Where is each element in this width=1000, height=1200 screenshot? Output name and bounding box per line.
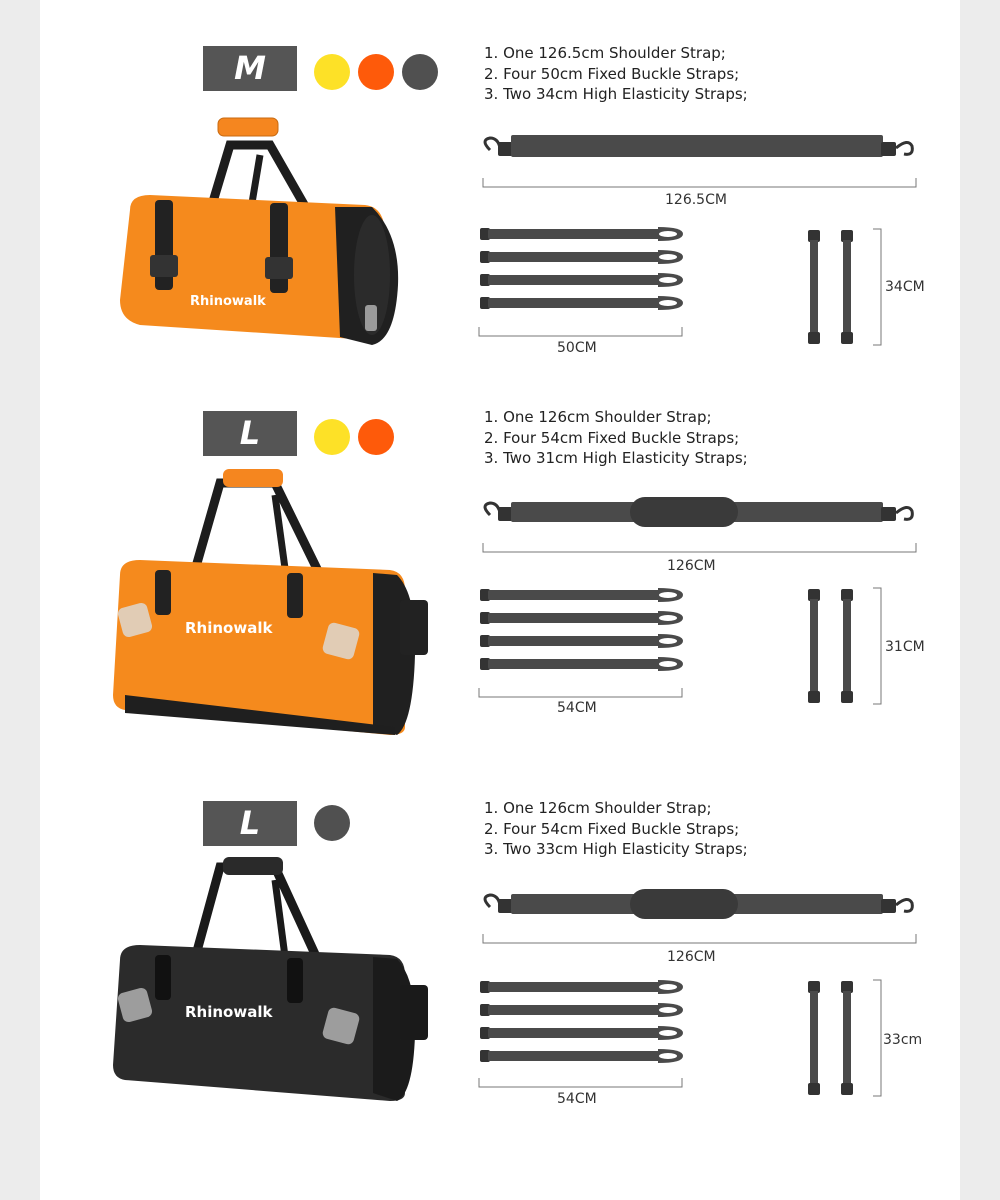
buckle-strap-length: 50CM: [557, 340, 597, 356]
buckle-strap-dimension-line: [479, 327, 683, 339]
buckle-strap-length: 54CM: [557, 700, 597, 716]
size-badge: L: [203, 411, 297, 456]
spec-line: 2. Four 50cm Fixed Buckle Straps;: [484, 64, 740, 83]
accessory-list: [484, 798, 748, 860]
shoulder-strap-length: 126CM: [667, 949, 716, 965]
elastic-strap-length: 34CM: [885, 279, 925, 295]
buckle-strap-length: 54CM: [557, 1091, 597, 1107]
color-swatch-yellow[interactable]: [314, 54, 350, 90]
buckle-straps-image: [478, 222, 688, 317]
brand-logo: Rhinowalk: [190, 294, 266, 309]
elastic-straps-image: [805, 228, 885, 348]
spec-line: 1. One 126cm Shoulder Strap;: [484, 408, 712, 426]
duffel-bag-l-orange-image: [105, 465, 430, 740]
duffel-bag-m-image: [110, 115, 410, 360]
spec-line: 1. One 126.5cm Shoulder Strap;: [484, 44, 726, 62]
shoulder-strap-dimension-line: [483, 178, 917, 190]
buckle-strap-dimension-line: [479, 1078, 683, 1090]
shoulder-strap-dimension-line: [483, 934, 917, 946]
brand-logo: Rhinowalk: [185, 619, 273, 637]
spec-line: 2. Four 54cm Fixed Buckle Straps;: [484, 819, 740, 838]
buckle-straps-image: [478, 975, 688, 1070]
elastic-strap-length: 33cm: [883, 1032, 923, 1048]
color-swatch-orange[interactable]: [358, 419, 394, 455]
shoulder-strap-dimension-line: [483, 543, 917, 555]
spec-line: 3. Two 34cm High Elasticity Straps;: [484, 85, 748, 103]
spec-line: 3. Two 33cm High Elasticity Straps;: [484, 840, 748, 858]
color-swatch-black[interactable]: [314, 805, 350, 841]
size-section-l-black: [0, 755, 1000, 1145]
elastic-straps-image: [805, 979, 885, 1099]
buckle-straps-image: [478, 583, 688, 678]
color-swatch-yellow[interactable]: [314, 419, 350, 455]
size-section-l-orange: [0, 365, 1000, 755]
size-badge: M: [203, 46, 297, 91]
buckle-strap-dimension-line: [479, 688, 683, 700]
brand-logo: Rhinowalk: [185, 1003, 273, 1021]
duffel-bag-l-black-image: [105, 855, 430, 1105]
elastic-strap-length: 31CM: [885, 639, 925, 655]
shoulder-strap-length: 126CM: [667, 558, 716, 574]
spec-line: 3. Two 31cm High Elasticity Straps;: [484, 449, 748, 467]
spec-line: 1. One 126cm Shoulder Strap;: [484, 799, 712, 817]
shoulder-strap-image: [478, 885, 928, 925]
color-swatch-black[interactable]: [402, 54, 438, 90]
spec-line: 2. Four 54cm Fixed Buckle Straps;: [484, 428, 740, 447]
elastic-straps-image: [805, 587, 885, 707]
size-section-m: [0, 0, 1000, 390]
shoulder-strap-image: [478, 128, 928, 168]
size-badge: L: [203, 801, 297, 846]
shoulder-strap-image: [478, 493, 928, 533]
shoulder-strap-length: 126.5CM: [665, 192, 727, 208]
accessory-list: [484, 407, 748, 469]
accessory-list: [484, 43, 748, 105]
color-swatch-orange[interactable]: [358, 54, 394, 90]
